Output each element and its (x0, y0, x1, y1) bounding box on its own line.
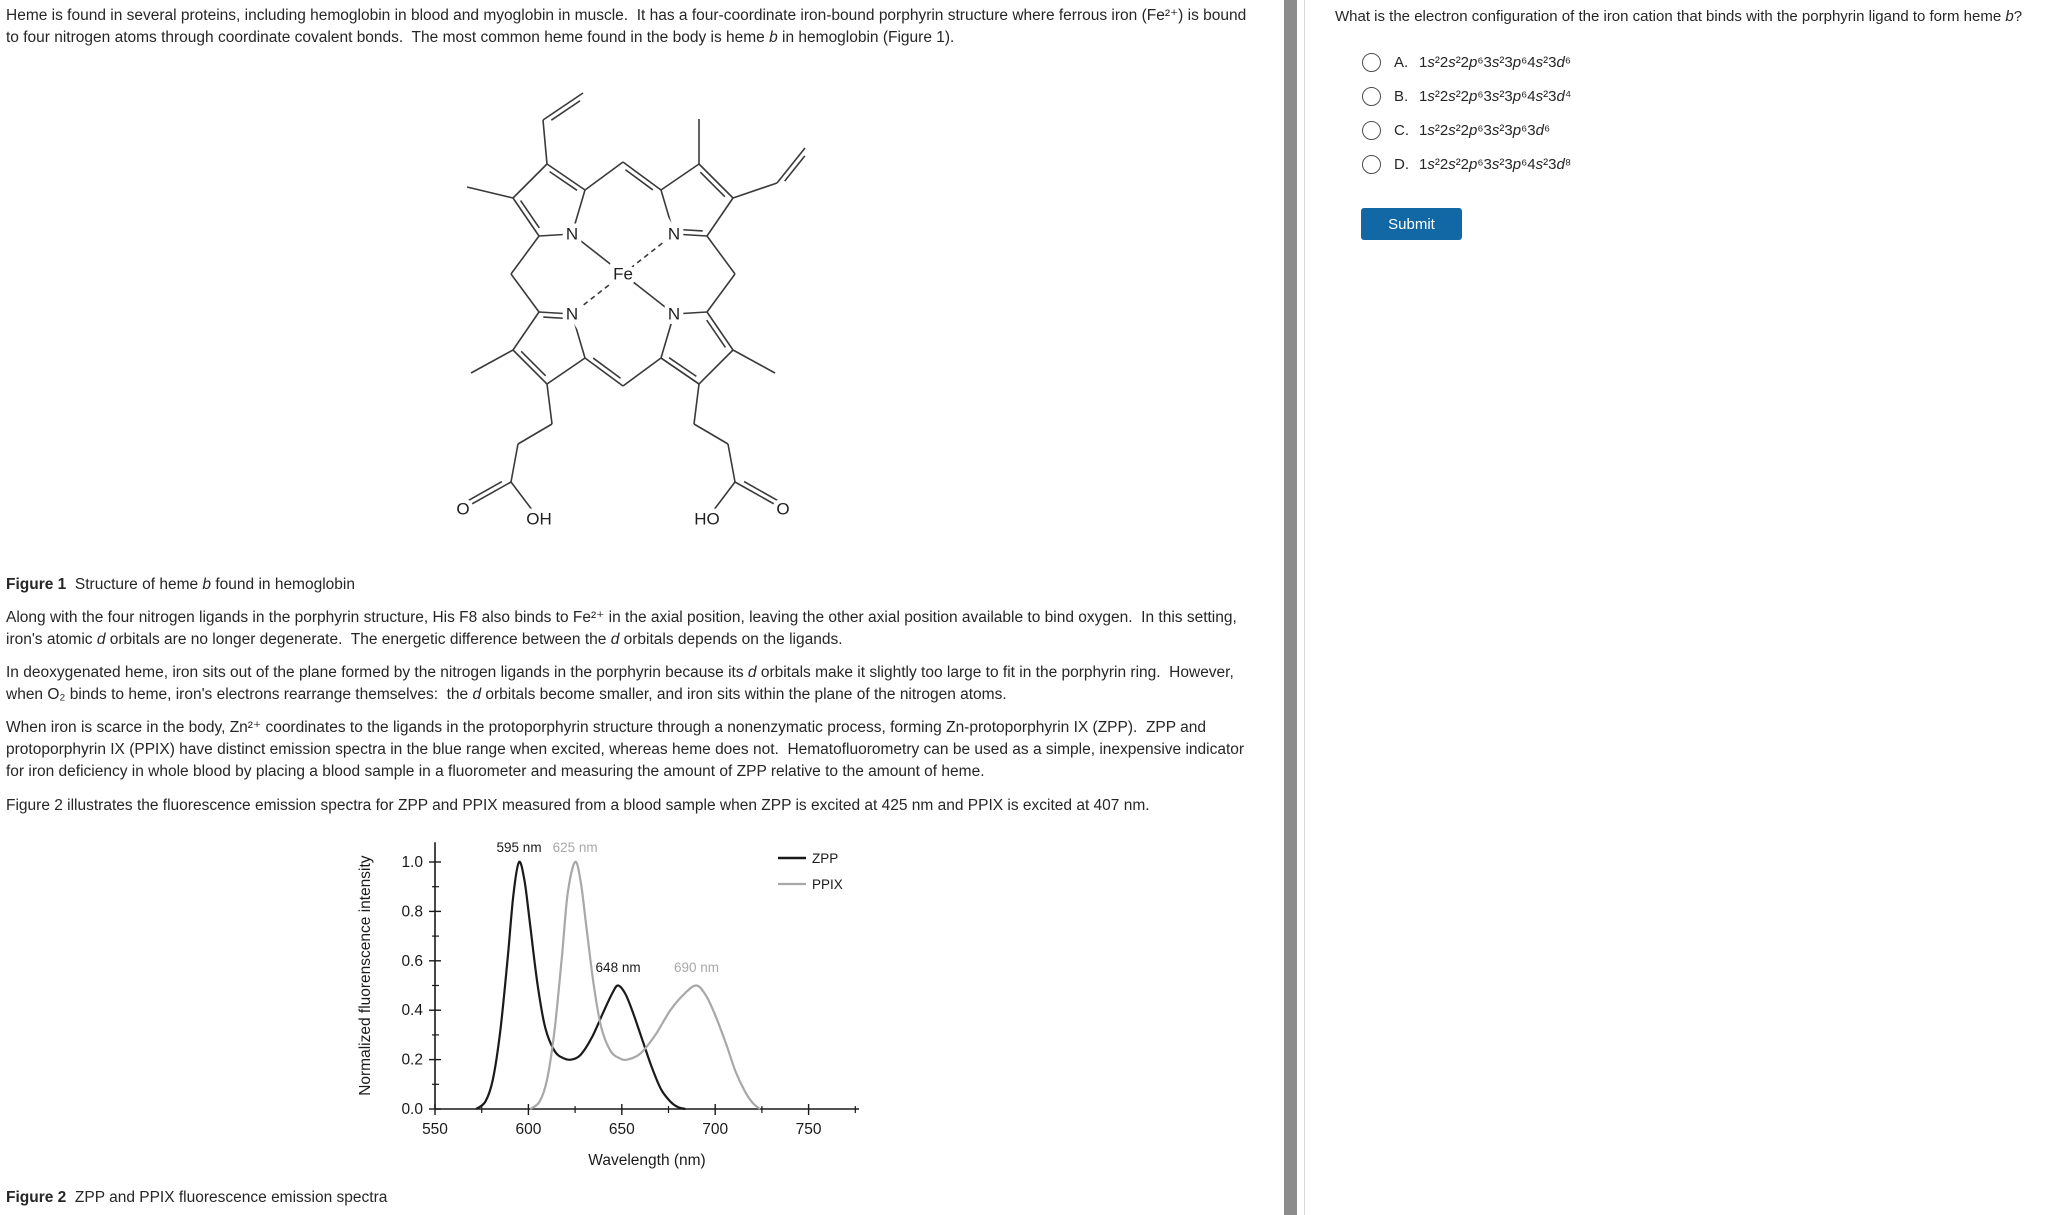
panel-divider-line (1304, 0, 1305, 1215)
atom-label-oh: OH (526, 509, 552, 529)
panel-scrollbar[interactable] (1284, 0, 1297, 1215)
atom-label-ho: HO (694, 509, 720, 529)
y-tick-label: 0.0 (401, 1101, 423, 1118)
question-text: What is the electron configuration of the iron cation that binds with the porphyrin ligand to form heme b? (1335, 8, 2023, 25)
atom-label-n: N (667, 304, 681, 324)
passage-paragraph-1: Heme is found in several proteins, including hemoglobin in blood and myoglobin in muscle. It has a four-coordinate iron-bound porphyrin structure where ferrous iron (Fe²⁺) is bound to four nitrogen atoms through coordinate covalent bonds. The most common heme found in the body is heme b in hemoglobin (Figure 1). (6, 7, 1251, 46)
radio-button-b[interactable] (1362, 87, 1381, 106)
passage-panel (6, 0, 1284, 1215)
figure1-caption: Figure 1 Structure of heme b found in hemoglobin (6, 576, 355, 593)
y-tick-label: 0.8 (401, 903, 423, 921)
y-tick-label: 0.6 (401, 952, 423, 970)
y-axis-title: Normalized fluorenscence intensity (357, 855, 374, 1096)
passage-paragraph-5: Figure 2 illustrates the fluorescence emission spectra for ZPP and PPIX measured from a blood sample when ZPP is excited at 425 nm and PPIX is excited at 407 nm. (6, 797, 1150, 814)
peak-annotation: 625 nm (552, 840, 598, 856)
peak-annotation: 648 nm (595, 959, 641, 975)
y-tick-label: 0.2 (401, 1051, 423, 1069)
x-tick-label: 700 (702, 1121, 729, 1138)
passage-paragraph-3: In deoxygenated heme, iron sits out of the plane formed by the nitrogen ligands in the porphyrin because its d orbitals make it slightly too large to fit in the porphyrin ring. However, when O₂ binds to heme, iron's electrons rearrange themselves: the d orbitals become smaller, and iron sits within the plane of the nitrogen atoms. (6, 664, 1239, 703)
option-d[interactable] (1362, 152, 1571, 176)
peak-annotation: 595 nm (496, 840, 542, 856)
atom-label-o: O (456, 499, 470, 519)
x-tick-label: 650 (608, 1121, 635, 1138)
option-a-letter: A. (1394, 53, 1409, 71)
passage-paragraph-4: When iron is scarce in the body, Zn²⁺ coordinates to the ligands in the protoporphyrin structure through a nonenzymatic process, forming Zn-protoporphyrin IX (ZPP). ZPP and protoporphyrin IX (PPIX) have distinct emission spectra in the blue range when excited, whereas heme does not. Hematofluorometry can be used as a simple, inexpensive indicator for iron deficiency in whole blood by placing a blood sample in a fluorometer and measuring the amount of ZPP relative to the amount of heme. (6, 719, 1249, 780)
question-panel (1335, 0, 2072, 1215)
x-tick-label: 750 (795, 1121, 822, 1138)
peak-annotation: 690 nm (674, 959, 720, 975)
option-a[interactable] (1362, 50, 1571, 74)
submit-button[interactable]: Submit (1361, 208, 1462, 240)
y-tick-label: 0.4 (401, 1002, 423, 1020)
x-tick-label: 600 (515, 1121, 542, 1138)
atom-label-o: O (776, 499, 790, 519)
option-d-letter: D. (1394, 155, 1409, 173)
figure2-caption: Figure 2 ZPP and PPIX fluorescence emission spectra (6, 1189, 388, 1206)
option-b[interactable] (1362, 84, 1571, 108)
option-d-config: 1s²2s²2p⁶3s²3p⁶4s²3d⁸ (1419, 155, 1572, 173)
heme-structure-figure (333, 57, 833, 557)
atom-label-n: N (667, 224, 681, 244)
option-c[interactable] (1362, 118, 1550, 142)
radio-button-a[interactable] (1362, 53, 1381, 72)
x-tick-label: 550 (422, 1121, 448, 1138)
atom-label-n: N (565, 224, 579, 244)
curve-ppix (530, 862, 760, 1109)
legend-label-ppix: PPIX (812, 877, 843, 892)
radio-button-c[interactable] (1362, 121, 1381, 140)
iron-atom-label: Fe (613, 264, 633, 284)
emission-spectra-chart (330, 833, 910, 1183)
atom-label-n: N (565, 304, 579, 324)
option-c-letter: C. (1394, 121, 1409, 139)
radio-button-d[interactable] (1362, 155, 1381, 174)
legend-label-zpp: ZPP (812, 851, 839, 866)
curve-zpp (476, 862, 685, 1109)
option-b-letter: B. (1394, 87, 1409, 105)
option-b-config: 1s²2s²2p⁶3s²3p⁶4s²3d⁴ (1419, 87, 1572, 105)
x-axis-title: Wavelength (nm) (588, 1152, 706, 1169)
option-c-config: 1s²2s²2p⁶3s²3p⁶3d⁶ (1419, 121, 1551, 139)
option-a-config: 1s²2s²2p⁶3s²3p⁶4s²3d⁶ (1419, 53, 1571, 71)
passage-paragraph-2: Along with the four nitrogen ligands in the porphyrin structure, His F8 also binds to Fe²⁺ in the axial position, leaving the other axial position available to bind oxygen. In this setting, iron's atomic d orbitals are no longer degenerate. The energetic difference between the d orbitals depends on the ligands. (6, 609, 1242, 648)
y-tick-label: 1.0 (401, 854, 423, 871)
